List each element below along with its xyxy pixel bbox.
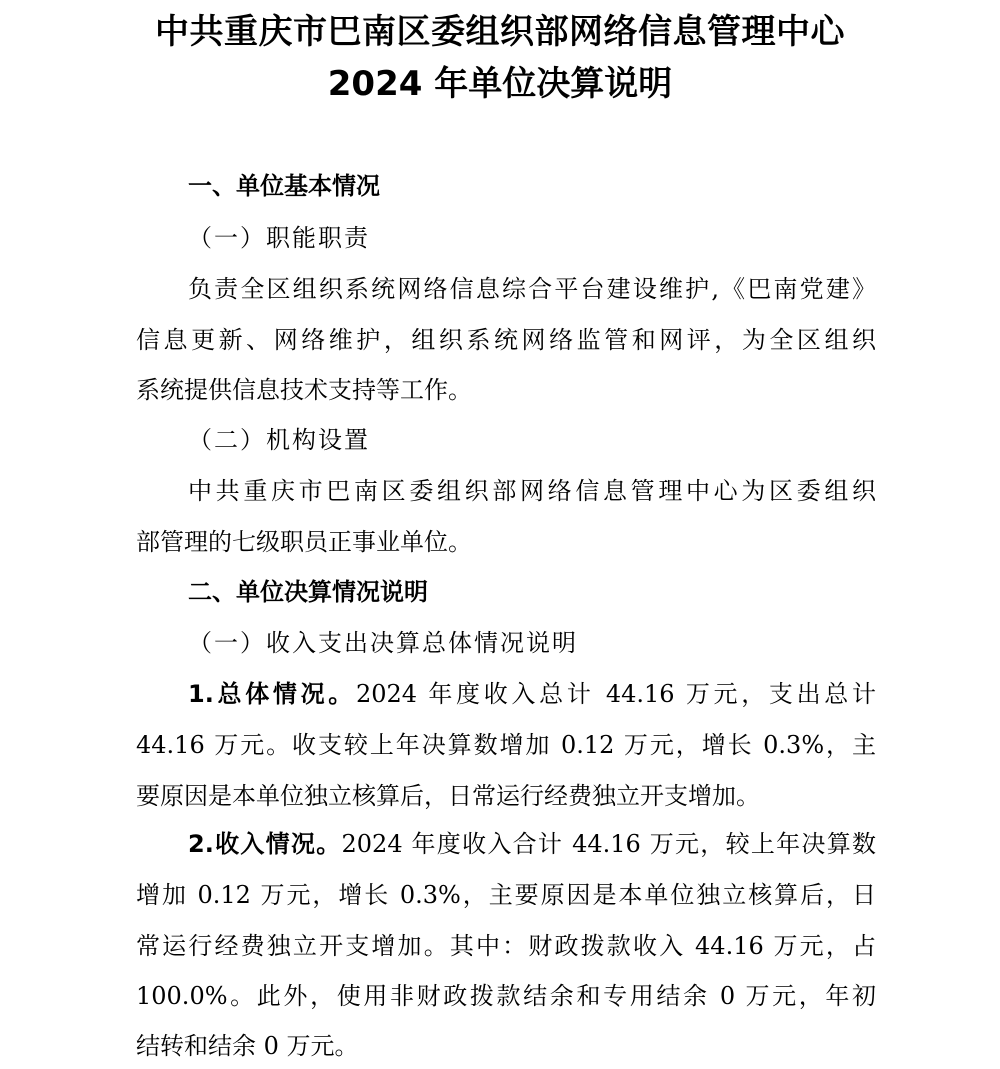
paragraph-line: 常运行经费独立开支增加。其中：财政拨款收入 44.16 万元，占: [136, 932, 876, 960]
paragraph-line: 负责全区组织系统网络信息综合平台建设维护,《巴南党建》: [188, 275, 876, 303]
item-text: 2024 年度收入总计 44.16 万元，支出总计: [355, 680, 876, 708]
paragraph-line: 中共重庆市巴南区委组织部网络信息管理中心为区委组织: [188, 477, 876, 505]
section-1-heading: 一、单位基本情况: [188, 172, 380, 200]
paragraph-line: 增加 0.12 万元，增长 0.3%，主要原因是本单位独立核算后，日: [136, 881, 876, 909]
title-line-2: 2024 年单位决算说明: [327, 64, 673, 104]
paragraph-line: 100.0%。此外，使用非财政拨款结余和专用结余 0 万元，年初: [136, 982, 876, 1010]
section-1-sub-1-heading: （一）职能职责: [188, 224, 370, 252]
paragraph-line: 结转和结余 0 万元。: [136, 1032, 359, 1060]
item-text: 2024 年度收入合计 44.16 万元，较上年决算数: [341, 830, 876, 858]
paragraph-line: 系统提供信息技术支持等工作。: [136, 376, 472, 404]
section-1-sub-2-heading: （二）机构设置: [188, 426, 370, 454]
paragraph-line: [188, 679, 876, 709]
section-2-sub-1-heading: （一）收入支出决算总体情况说明: [188, 629, 578, 657]
section-2-heading: 二、单位决算情况说明: [188, 578, 428, 606]
paragraph-line: 要原因是本单位独立核算后，日常运行经费独立开支增加。: [136, 782, 760, 810]
paragraph-line: 信息更新、网络维护，组织系统网络监管和网评，为全区组织: [136, 326, 876, 354]
paragraph-line: 44.16 万元。收支较上年决算数增加 0.12 万元，增长 0.3%，主: [136, 731, 876, 759]
title-line-1: 中共重庆市巴南区委组织部网络信息管理中心: [155, 12, 845, 52]
item-label: 2.收入情况。: [188, 830, 342, 858]
item-label: 1.总体情况。: [188, 680, 356, 708]
paragraph-line: [188, 829, 876, 859]
paragraph-line: 部管理的七级职员正事业单位。: [136, 528, 472, 556]
